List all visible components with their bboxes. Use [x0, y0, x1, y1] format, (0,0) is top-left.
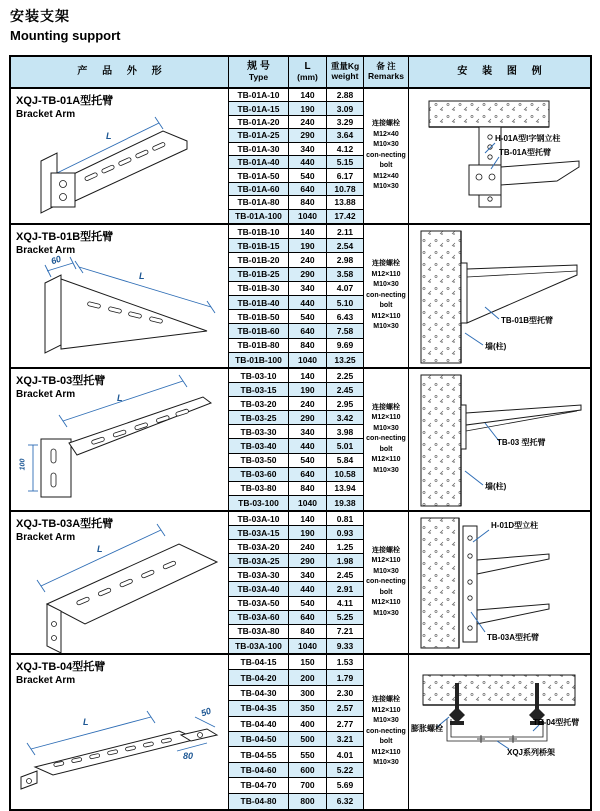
type-cell: TB-01B-80: [229, 339, 289, 353]
length-cell: 640: [289, 611, 327, 625]
table-row: [229, 778, 364, 793]
type-cell: TB-01B-25: [229, 268, 289, 282]
page-title-en: Mounting support: [10, 28, 121, 43]
remark-line: 连接螺栓: [372, 120, 400, 128]
spec-rows: [229, 369, 364, 510]
length-cell: 340: [289, 143, 327, 156]
illustration-label: TB-03 型托臂: [497, 438, 546, 447]
type-cell: TB-03A-80: [229, 625, 289, 639]
remarks-cell: [364, 89, 409, 223]
weight-cell: 13.94: [327, 482, 364, 496]
length-cell: 440: [289, 156, 327, 169]
table-row: [229, 763, 364, 778]
table-row: [229, 568, 364, 582]
table-row: [229, 540, 364, 554]
table-row: [229, 296, 364, 310]
length-cell: 840: [289, 482, 327, 496]
weight-cell: 2.98: [327, 253, 364, 267]
section-tb-03a: [11, 512, 590, 655]
section-title: XQJ-TB-01A型托臂 Bracket Arm: [16, 95, 114, 120]
remark-line: bolt: [379, 162, 393, 170]
remark-line: M10×30: [373, 567, 399, 575]
length-cell: 540: [289, 169, 327, 182]
weight-cell: 2.45: [327, 568, 364, 582]
type-cell: TB-01A-40: [229, 156, 289, 169]
table-row: [229, 439, 364, 453]
length-cell: 240: [289, 397, 327, 411]
length-cell: 1040: [289, 210, 327, 223]
dim-L: L: [97, 544, 103, 554]
length-cell: 840: [289, 625, 327, 639]
length-cell: 440: [289, 582, 327, 596]
length-cell: 840: [289, 339, 327, 353]
length-cell: 440: [289, 296, 327, 310]
product-table: [9, 55, 592, 811]
section-tb-03: [11, 369, 590, 512]
table-row: [229, 686, 364, 701]
weight-cell: 13.88: [327, 196, 364, 209]
length-cell: 800: [289, 794, 327, 809]
table-row: [229, 554, 364, 568]
remark-line: bolt: [379, 588, 393, 596]
type-cell: TB-04-30: [229, 686, 289, 701]
weight-cell: 10.78: [327, 183, 364, 196]
weight-cell: 2.30: [327, 686, 364, 701]
length-cell: 550: [289, 747, 327, 762]
type-cell: TB-03A-20: [229, 540, 289, 554]
illustration-label: TB-03A型托臂: [487, 633, 540, 642]
remark-line: M12×110: [371, 312, 401, 320]
weight-cell: 3.42: [327, 411, 364, 425]
weight-cell: 1.25: [327, 540, 364, 554]
weight-cell: 5.84: [327, 454, 364, 468]
weight-cell: 1.98: [327, 554, 364, 568]
remark-line: M10×30: [373, 609, 399, 617]
length-cell: 240: [289, 540, 327, 554]
table-row: [229, 597, 364, 611]
table-row: [229, 383, 364, 397]
type-cell: TB-01A-80: [229, 196, 289, 209]
remark-line: M10×30: [373, 717, 399, 725]
table-row: [229, 225, 364, 239]
weight-cell: 2.95: [327, 397, 364, 411]
remarks-cell: [364, 225, 409, 367]
type-cell: TB-01B-30: [229, 282, 289, 296]
remark-line: 连接螺栓: [372, 696, 400, 704]
section-title: XQJ-TB-01B型托臂 Bracket Arm: [16, 231, 114, 256]
dim-80: 80: [183, 751, 194, 761]
table-row: [229, 670, 364, 685]
remark-line: M12×110: [371, 270, 401, 278]
remarks-cell: [364, 655, 409, 809]
table-row: [229, 747, 364, 762]
remarks-cell: [364, 512, 409, 653]
type-cell: TB-01B-60: [229, 324, 289, 338]
dim-60: 60: [49, 253, 63, 267]
type-cell: TB-03-100: [229, 496, 289, 510]
remark-line: 连接螺栓: [372, 546, 400, 554]
type-cell: TB-01B-50: [229, 310, 289, 324]
table-row: [229, 239, 364, 253]
type-cell: TB-04-40: [229, 717, 289, 732]
length-cell: 290: [289, 129, 327, 142]
section-title: XQJ-TB-03型托臂 Bracket Arm: [16, 375, 106, 400]
table-row: [229, 353, 364, 367]
remark-line: M10×30: [373, 424, 399, 432]
length-cell: 600: [289, 763, 327, 778]
spec-rows: [229, 225, 364, 367]
illustration-cell: [409, 655, 590, 809]
table-row: [229, 196, 364, 209]
weight-cell: 4.11: [327, 597, 364, 611]
remark-line: M10×30: [373, 323, 399, 331]
header-type: 规 号 Type: [229, 57, 289, 87]
length-cell: 1040: [289, 353, 327, 367]
table-row: [229, 310, 364, 324]
remark-line: M10×30: [373, 183, 399, 191]
weight-cell: 9.33: [327, 639, 364, 653]
weight-cell: 2.77: [327, 717, 364, 732]
table-row: [229, 129, 364, 142]
length-cell: 140: [289, 512, 327, 526]
table-row: [229, 625, 364, 639]
type-cell: TB-01B-20: [229, 253, 289, 267]
product-cell: [11, 225, 229, 367]
illustration-cell: [409, 225, 590, 367]
length-cell: 400: [289, 717, 327, 732]
length-cell: 290: [289, 411, 327, 425]
type-cell: TB-03A-15: [229, 526, 289, 540]
dim-L: L: [106, 131, 112, 141]
remark-line: M12×40: [373, 130, 399, 138]
illustration-label: TB-04型托臂: [533, 718, 580, 727]
type-cell: TB-04-55: [229, 747, 289, 762]
length-cell: 140: [289, 369, 327, 383]
weight-cell: 3.09: [327, 102, 364, 115]
type-cell: TB-03A-10: [229, 512, 289, 526]
table-row: [229, 411, 364, 425]
type-cell: TB-03-40: [229, 439, 289, 453]
length-cell: 1040: [289, 496, 327, 510]
type-cell: TB-03-50: [229, 454, 289, 468]
type-cell: TB-01B-10: [229, 225, 289, 239]
length-cell: 300: [289, 686, 327, 701]
table-row: [229, 324, 364, 338]
page-title: [10, 6, 120, 43]
weight-cell: 5.22: [327, 763, 364, 778]
length-cell: 440: [289, 439, 327, 453]
length-cell: 200: [289, 670, 327, 685]
remark-line: con-necting: [366, 727, 406, 735]
remark-line: 连接螺栓: [372, 403, 400, 411]
spec-rows: [229, 655, 364, 809]
remark-line: M12×110: [371, 599, 401, 607]
length-cell: 190: [289, 239, 327, 253]
header-product: 产 品 外 形: [11, 57, 229, 87]
length-cell: 350: [289, 701, 327, 716]
weight-cell: 5.10: [327, 296, 364, 310]
illustration-label: 墙(柱): [485, 342, 507, 351]
weight-cell: 4.07: [327, 282, 364, 296]
length-cell: 640: [289, 468, 327, 482]
table-row: [229, 701, 364, 716]
type-cell: TB-01A-60: [229, 183, 289, 196]
type-cell: TB-03-30: [229, 425, 289, 439]
dim-50: 50: [199, 705, 213, 719]
length-cell: 290: [289, 554, 327, 568]
weight-cell: 2.88: [327, 89, 364, 102]
remark-line: con-necting: [366, 578, 406, 586]
table-row: [229, 183, 364, 196]
weight-cell: 5.25: [327, 611, 364, 625]
type-cell: TB-03A-50: [229, 597, 289, 611]
dim-L: L: [139, 271, 145, 281]
illustration-cell: [409, 89, 590, 223]
remark-line: con-necting: [366, 151, 406, 159]
length-cell: 140: [289, 225, 327, 239]
weight-cell: 3.98: [327, 425, 364, 439]
table-row: [229, 482, 364, 496]
type-cell: TB-03-60: [229, 468, 289, 482]
weight-cell: 9.69: [327, 339, 364, 353]
weight-cell: 5.69: [327, 778, 364, 793]
type-cell: TB-03A-25: [229, 554, 289, 568]
type-cell: TB-03A-40: [229, 582, 289, 596]
illustration-label: XQJ系列桥架: [507, 748, 556, 757]
table-row: [229, 143, 364, 156]
table-row: [229, 369, 364, 383]
remark-line: M12×40: [373, 172, 399, 180]
type-cell: TB-01A-20: [229, 116, 289, 129]
weight-cell: 5.15: [327, 156, 364, 169]
page-title-zh: 安装支架: [10, 8, 70, 24]
table-row: [229, 116, 364, 129]
remark-line: M12×110: [371, 414, 401, 422]
remark-line: M12×110: [371, 456, 401, 464]
table-row: [229, 454, 364, 468]
product-cell: [11, 369, 229, 510]
table-header-row: [11, 57, 590, 89]
length-cell: 190: [289, 102, 327, 115]
length-cell: 1040: [289, 639, 327, 653]
header-illustration: 安 装 图 例: [457, 66, 548, 78]
table-row: [229, 282, 364, 296]
remark-line: bolt: [379, 302, 393, 310]
table-row: [229, 732, 364, 747]
weight-cell: 13.25: [327, 353, 364, 367]
weight-cell: 3.64: [327, 129, 364, 142]
type-cell: TB-01B-100: [229, 353, 289, 367]
weight-cell: 3.29: [327, 116, 364, 129]
remark-line: con-necting: [366, 291, 406, 299]
header-length: L (mm): [289, 57, 327, 87]
length-cell: 700: [289, 778, 327, 793]
type-cell: TB-03A-30: [229, 568, 289, 582]
table-row: [229, 156, 364, 169]
weight-cell: 2.91: [327, 582, 364, 596]
weight-cell: 10.58: [327, 468, 364, 482]
length-cell: 340: [289, 282, 327, 296]
remark-line: con-necting: [366, 435, 406, 443]
weight-cell: 1.53: [327, 655, 364, 670]
length-cell: 140: [289, 89, 327, 102]
section-tb-04: [11, 655, 590, 809]
weight-cell: 7.58: [327, 324, 364, 338]
table-row: [229, 717, 364, 732]
type-cell: TB-01A-10: [229, 89, 289, 102]
table-row: [229, 268, 364, 282]
length-cell: 840: [289, 196, 327, 209]
remarks-cell: [364, 369, 409, 510]
weight-cell: 0.93: [327, 526, 364, 540]
remark-line: bolt: [379, 445, 393, 453]
remark-line: M12×110: [371, 557, 401, 565]
length-cell: 540: [289, 597, 327, 611]
table-row: [229, 253, 364, 267]
length-cell: 190: [289, 526, 327, 540]
table-row: [229, 526, 364, 540]
type-cell: TB-04-80: [229, 794, 289, 809]
table-row: [229, 102, 364, 115]
weight-cell: 0.81: [327, 512, 364, 526]
table-row: [229, 339, 364, 353]
illustration-label: 膨胀螺栓: [411, 724, 443, 733]
section-title: XQJ-TB-03A型托臂 Bracket Arm: [16, 518, 114, 543]
length-cell: 340: [289, 568, 327, 582]
table-row: [229, 468, 364, 482]
length-cell: 540: [289, 454, 327, 468]
weight-cell: 19.38: [327, 496, 364, 510]
weight-cell: 6.43: [327, 310, 364, 324]
weight-cell: 2.45: [327, 383, 364, 397]
illustration-label: TB-01B型托臂: [501, 316, 554, 325]
type-cell: TB-04-50: [229, 732, 289, 747]
type-cell: TB-04-20: [229, 670, 289, 685]
type-cell: TB-01A-25: [229, 129, 289, 142]
length-cell: 240: [289, 253, 327, 267]
weight-cell: 3.21: [327, 732, 364, 747]
table-row: [229, 210, 364, 223]
table-row: [229, 611, 364, 625]
table-row: [229, 639, 364, 653]
length-cell: 290: [289, 268, 327, 282]
illustration-cell: [409, 369, 590, 510]
type-cell: TB-01B-15: [229, 239, 289, 253]
remark-line: M10×30: [373, 281, 399, 289]
remark-line: M10×30: [373, 466, 399, 474]
header-weight: 重量Kg weight: [327, 57, 364, 87]
type-cell: TB-01A-100: [229, 210, 289, 223]
product-cell: [11, 512, 229, 653]
length-cell: 340: [289, 425, 327, 439]
weight-cell: 5.01: [327, 439, 364, 453]
length-cell: 540: [289, 310, 327, 324]
length-cell: 150: [289, 655, 327, 670]
weight-cell: 6.17: [327, 169, 364, 182]
weight-cell: 2.54: [327, 239, 364, 253]
type-cell: TB-04-70: [229, 778, 289, 793]
remark-line: M12×110: [371, 748, 401, 756]
remark-line: M10×30: [373, 141, 399, 149]
length-cell: 240: [289, 116, 327, 129]
header-remarks: 备 注 Remarks: [364, 57, 409, 87]
length-cell: 500: [289, 732, 327, 747]
table-row: [229, 397, 364, 411]
remark-line: M12×110: [371, 706, 401, 714]
table-row: [229, 512, 364, 526]
type-cell: TB-03-20: [229, 397, 289, 411]
spec-rows: [229, 512, 364, 653]
illustration-cell: [409, 512, 590, 653]
weight-cell: 3.58: [327, 268, 364, 282]
type-cell: TB-03-25: [229, 411, 289, 425]
weight-cell: 4.12: [327, 143, 364, 156]
table-row: [229, 794, 364, 809]
dim-L: L: [83, 717, 89, 727]
length-cell: 640: [289, 324, 327, 338]
section-tb-01b: [11, 225, 590, 369]
spec-rows: [229, 89, 364, 223]
type-cell: TB-01A-15: [229, 102, 289, 115]
type-cell: TB-03-10: [229, 369, 289, 383]
illustration-label: 墙(柱): [485, 482, 507, 491]
illustration-label: H-01D型立柱: [491, 521, 539, 530]
product-cell: [11, 655, 229, 809]
remark-line: bolt: [379, 738, 393, 746]
illustration-label: H-01A型I字钢立柱: [495, 134, 561, 143]
section-title: XQJ-TB-04型托臂 Bracket Arm: [16, 661, 106, 686]
type-cell: TB-04-60: [229, 763, 289, 778]
weight-cell: 2.57: [327, 701, 364, 716]
type-cell: TB-03A-60: [229, 611, 289, 625]
type-cell: TB-01B-40: [229, 296, 289, 310]
table-row: [229, 425, 364, 439]
length-cell: 190: [289, 383, 327, 397]
table-row: [229, 655, 364, 670]
weight-cell: 2.11: [327, 225, 364, 239]
type-cell: TB-03-80: [229, 482, 289, 496]
weight-cell: 7.21: [327, 625, 364, 639]
type-cell: TB-01A-30: [229, 143, 289, 156]
table-row: [229, 582, 364, 596]
type-cell: TB-01A-50: [229, 169, 289, 182]
product-cell: [11, 89, 229, 223]
remark-line: M10×30: [373, 759, 399, 767]
type-cell: TB-04-15: [229, 655, 289, 670]
weight-cell: 17.42: [327, 210, 364, 223]
type-cell: TB-03-15: [229, 383, 289, 397]
illustration-label: TB-01A型托臂: [499, 148, 552, 157]
table-row: [229, 169, 364, 182]
length-cell: 640: [289, 183, 327, 196]
weight-cell: 6.32: [327, 794, 364, 809]
weight-cell: 2.25: [327, 369, 364, 383]
weight-cell: 4.01: [327, 747, 364, 762]
type-cell: TB-04-35: [229, 701, 289, 716]
table-row: [229, 496, 364, 510]
table-row: [229, 89, 364, 102]
remark-line: 连接螺栓: [372, 260, 400, 268]
dim-100: 100: [19, 458, 27, 471]
dim-L: L: [117, 393, 123, 403]
weight-cell: 1.79: [327, 670, 364, 685]
section-tb-01a: [11, 89, 590, 225]
type-cell: TB-03A-100: [229, 639, 289, 653]
